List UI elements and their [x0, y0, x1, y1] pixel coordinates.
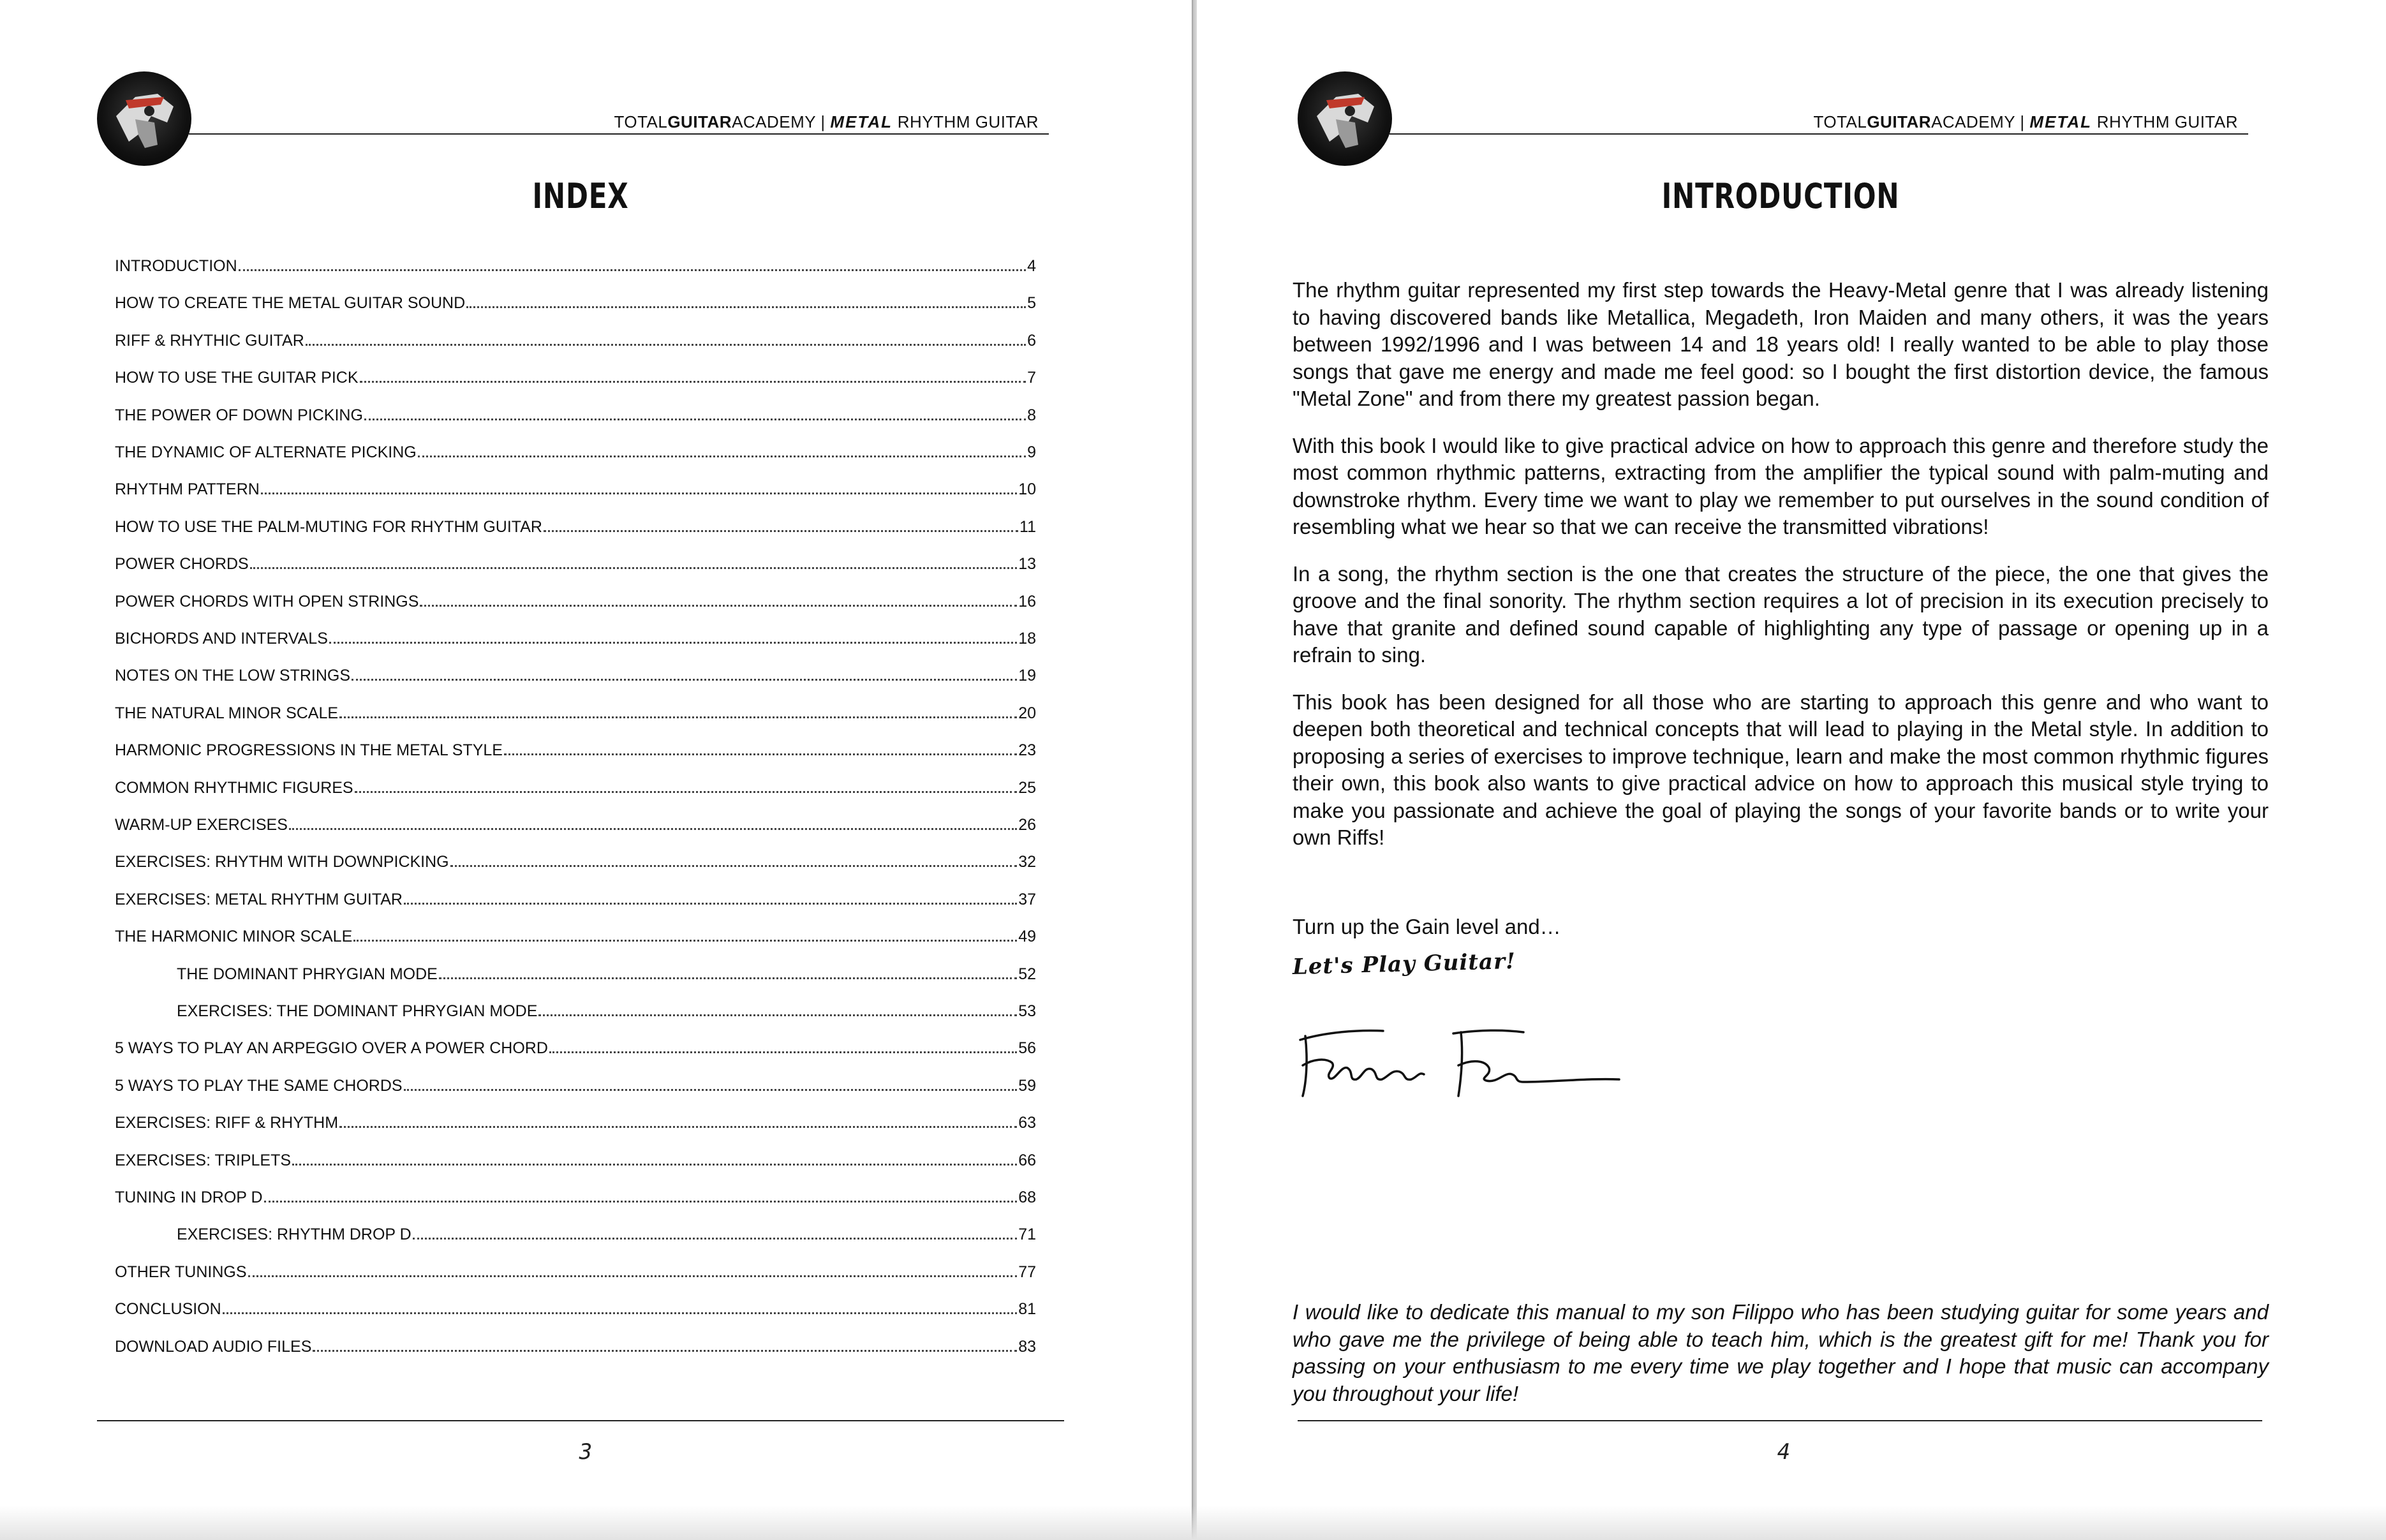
toc-dot-leader [248, 1275, 1018, 1277]
toc-entry [115, 626, 1036, 648]
toc-entry-title: INTRODUCTION [115, 257, 237, 275]
toc-entry-title: HOW TO CREATE THE METAL GUITAR SOUND [115, 294, 466, 313]
toc-dot-leader [360, 381, 1026, 383]
introduction-page [1197, 0, 2386, 1540]
header-separator: | [820, 112, 826, 131]
toc-entry-title: EXERCISES: RHYTHM WITH DOWNPICKING [115, 853, 449, 871]
toc-dot-leader [352, 679, 1017, 681]
intro-paragraph: The rhythm guitar represented my first step towards the Heavy-Metal genre that I was already listening to having discovered bands like Metallica, Megadeth, Iron Maiden and many others, it was the years between 1992/1996 and I was between 14 and 18 years old! I really wanted to be able to play those songs that gave me energy and made me feel good: so I bought the first distortion device, the famous "Metal Zone" and from there my greatest passion began. [1293, 278, 2269, 410]
toc-entry-title: THE NATURAL MINOR SCALE [115, 704, 339, 722]
toc-dot-leader [418, 455, 1026, 457]
guitar-academy-logo-icon [1298, 71, 1392, 166]
toc-entry-title: WARM-UP EXERCISES [115, 816, 288, 834]
toc-entry [177, 999, 1036, 1021]
toc-dot-leader [250, 567, 1017, 569]
toc-entry-page: 59 [1018, 1076, 1036, 1095]
toc-entry [115, 1185, 1036, 1207]
toc-entry-page: 13 [1018, 555, 1036, 574]
guitar-academy-logo-icon [97, 71, 191, 166]
toc-entry-title: COMMON RHYTHMIC FIGURES [115, 778, 353, 797]
toc-entry [115, 403, 1036, 425]
toc-entry [115, 813, 1036, 834]
toc-entry-page: 26 [1018, 816, 1036, 834]
toc-entry [115, 366, 1036, 387]
toc-entry-page: 32 [1018, 853, 1036, 871]
toc-dot-leader [404, 903, 1017, 905]
toc-dot-leader [544, 530, 1018, 532]
toc-entry-title: DOWNLOAD AUDIO FILES [115, 1337, 312, 1356]
toc-dot-leader [339, 716, 1017, 718]
toc-entry-page: 10 [1018, 480, 1036, 499]
toc-dot-leader [306, 344, 1026, 346]
brand-suffix: ACADEMY [732, 112, 816, 131]
toc-entry-page: 56 [1018, 1039, 1036, 1058]
toc-entry-title: POWER CHORDS [115, 555, 249, 574]
running-header [1813, 112, 2238, 132]
toc-entry [115, 254, 1036, 276]
toc-entry-title: EXERCISES: TRIPLETS [115, 1151, 292, 1169]
toc-dot-leader [353, 940, 1017, 942]
intro-paragraph: With this book I would like to give practical advice on how to approach this genre and therefore study the most common rhythmic patterns, extracting from the amplifier the typical sound with palm-muting and downstroke rhythm. Every time we want to play we remember to put ourselves in the sound condition of resembling what we hear so that we can receive the transmitted vibrations! [1293, 433, 2269, 538]
toc-entry-page: 63 [1018, 1114, 1036, 1132]
toc-entry-page: 9 [1027, 443, 1036, 461]
toc-entry [115, 887, 1036, 909]
toc-dot-leader [504, 753, 1017, 755]
metal-wordmark: METAL [830, 112, 893, 131]
toc-entry-page: 19 [1018, 667, 1036, 685]
toc-entry [115, 1335, 1036, 1356]
toc-entry [115, 1297, 1036, 1319]
footer-rule [1298, 1420, 2262, 1421]
toc-entry-page: 4 [1027, 257, 1036, 275]
brand-bold: GUITAR [1867, 112, 1932, 131]
toc-entry-page: 11 [1019, 517, 1036, 536]
toc-entry-page: 49 [1018, 928, 1036, 946]
toc-entry-title: THE DOMINANT PHRYGIAN MODE [177, 965, 438, 983]
toc-entry [115, 291, 1036, 313]
toc-entry-title: RIFF & RHYTHIC GUITAR [115, 331, 304, 350]
toc-entry-title: 5 WAYS TO PLAY THE SAME CHORDS [115, 1076, 403, 1095]
header-rule [1389, 133, 2248, 135]
toc-entry [177, 1222, 1036, 1244]
toc-dot-leader [355, 791, 1018, 793]
toc-entry-page: 52 [1018, 965, 1036, 983]
toc-dot-leader [450, 865, 1018, 867]
toc-entry-title: EXERCISES: THE DOMINANT PHRYGIAN MODE [177, 1002, 538, 1020]
toc-entry-page: 6 [1027, 331, 1036, 350]
toc-entry-page: 16 [1018, 592, 1036, 611]
toc-entry-page: 25 [1018, 778, 1036, 797]
toc-entry [115, 477, 1036, 499]
toc-dot-leader [339, 1126, 1017, 1128]
brand-bold: GUITAR [667, 112, 732, 131]
introduction-body [1293, 277, 2269, 871]
handwritten-signature-icon [1287, 1021, 1632, 1104]
toc-entry [177, 962, 1036, 984]
brand-prefix: TOTAL [1813, 112, 1867, 131]
toc-entry-title: THE HARMONIC MINOR SCALE [115, 928, 353, 946]
toc-entry-page: 53 [1018, 1002, 1036, 1020]
intro-paragraph: In a song, the rhythm section is the one that creates the structure of the piece, the one that gives the groove and the final sonority. The rhythm section requires a lot of precision in its execution precisely to have that granite and defined sound capable of highlighting any type of passage or opening up in a refrain to sing. [1293, 561, 2269, 667]
toc-dot-leader [439, 977, 1017, 979]
toc-entry [115, 701, 1036, 723]
toc-dot-leader [364, 418, 1026, 420]
page-title: INTRODUCTION [1661, 176, 1900, 216]
toc-entry [115, 440, 1036, 462]
toc-dot-leader [420, 605, 1017, 607]
toc-entry-title: CONCLUSION [115, 1300, 221, 1319]
index-page [0, 0, 1192, 1540]
toc-entry-title: 5 WAYS TO PLAY AN ARPEGGIO OVER A POWER CHORD [115, 1039, 548, 1058]
toc-entry-page: 66 [1018, 1151, 1036, 1169]
toc-entry-page: 5 [1027, 294, 1036, 313]
toc-entry [115, 329, 1036, 350]
toc-entry-title: OTHER TUNINGS [115, 1262, 247, 1281]
footer-rule [97, 1420, 1064, 1421]
toc-entry [115, 515, 1036, 537]
toc-entry-title: HOW TO USE THE GUITAR PICK [115, 369, 359, 387]
toc-entry-title: HOW TO USE THE PALM-MUTING FOR RHYTHM GUITAR [115, 517, 542, 536]
toc-entry-page: 71 [1018, 1225, 1036, 1244]
intro-paragraph: This book has been designed for all those who are starting to approach this genre and who want to deepen both theoretical and technical concepts that will lead to playing in the Metal style. In addition to proposing a series of exercises to improve technique, learn and make the most common rhythmic figures their own, this book also wants to give practical advice on how to approach this musical style trying to make you passionate and achieve the goal of playing the songs of your favorite bands or to write your own Riffs! [1293, 690, 2269, 849]
toc-entry [115, 1111, 1036, 1132]
brand-prefix: TOTAL [614, 112, 668, 131]
toc-entry-title: EXERCISES: METAL RHYTHM GUITAR [115, 890, 403, 908]
book-name: RHYTHM GUITAR [897, 112, 1039, 131]
toc-dot-leader [329, 642, 1017, 644]
toc-entry-title: HARMONIC PROGRESSIONS IN THE METAL STYLE [115, 741, 503, 760]
toc-entry-title: RHYTHM PATTERN [115, 480, 260, 499]
toc-entry-title: POWER CHORDS WITH OPEN STRINGS [115, 592, 419, 611]
toc-entry [115, 924, 1036, 946]
toc-entry-page: 8 [1027, 406, 1036, 424]
toc-entry [115, 776, 1036, 797]
toc-entry-title: THE DYNAMIC OF ALTERNATE PICKING [115, 443, 417, 461]
toc-dot-leader [538, 1014, 1017, 1016]
metal-wordmark: METAL [2029, 112, 2093, 131]
toc-entry [115, 1074, 1036, 1095]
toc-dot-leader [261, 492, 1017, 494]
toc-entry-page: 68 [1018, 1188, 1036, 1206]
header-separator: | [2020, 112, 2025, 131]
lets-play-handwriting: Let's Play Guitar! [1292, 948, 1516, 980]
toc-entry-title: EXERCISES: RHYTHM DROP D [177, 1225, 411, 1244]
toc-dot-leader [223, 1312, 1018, 1314]
page-number: 3 [579, 1439, 593, 1465]
running-header [614, 112, 1039, 132]
toc-entry-title: NOTES ON THE LOW STRINGS [115, 667, 351, 685]
toc-entry [115, 1036, 1036, 1058]
toc-dot-leader [413, 1238, 1018, 1240]
toc-entry-page: 18 [1018, 630, 1036, 648]
toc-dot-leader [292, 1164, 1017, 1166]
toc-entry-page: 23 [1018, 741, 1036, 760]
toc-dot-leader [313, 1350, 1017, 1352]
page-title: INDEX [532, 176, 629, 216]
toc-dot-leader [466, 306, 1026, 308]
toc-dot-leader [264, 1201, 1018, 1203]
toc-entry-title: THE POWER OF DOWN PICKING [115, 406, 363, 424]
toc-entry [115, 552, 1036, 574]
book-name: RHYTHM GUITAR [2096, 112, 2238, 131]
closing-line: Turn up the Gain level and… [1293, 915, 1561, 938]
toc-entry-page: 37 [1018, 890, 1036, 908]
toc-entry [115, 850, 1036, 871]
toc-entry [115, 663, 1036, 685]
toc-entry [115, 1260, 1036, 1282]
toc-entry-page: 83 [1018, 1337, 1036, 1356]
dedication: I would like to dedicate this manual to my son Filippo who has been studying guitar for some years and who gave me the privilege of being able to teach him, which is the greatest gift for me! Thank you for passing on your enthusiasm to me every time we play together and I hope that music can accompany you throughout your life! [1293, 1300, 2269, 1405]
toc-entry [115, 589, 1036, 611]
header-rule [189, 133, 1049, 135]
toc-entry-title: BICHORDS AND INTERVALS [115, 630, 328, 648]
toc-entry-title: TUNING IN DROP D [115, 1188, 263, 1206]
toc-dot-leader [289, 828, 1017, 830]
toc-entry-title: EXERCISES: RIFF & RHYTHM [115, 1114, 339, 1132]
book-gutter [1192, 0, 1197, 1540]
brand-suffix: ACADEMY [1931, 112, 2015, 131]
toc-entry-page: 20 [1018, 704, 1036, 722]
toc-dot-leader [404, 1089, 1018, 1091]
toc-entry [115, 1148, 1036, 1170]
toc-dot-leader [239, 269, 1026, 271]
toc-dot-leader [549, 1051, 1017, 1053]
toc-entry-page: 81 [1018, 1300, 1036, 1319]
toc-entry-page: 7 [1027, 369, 1036, 387]
toc-entry [115, 738, 1036, 760]
toc-entry-page: 77 [1018, 1262, 1036, 1281]
page-number: 4 [1777, 1439, 1791, 1465]
